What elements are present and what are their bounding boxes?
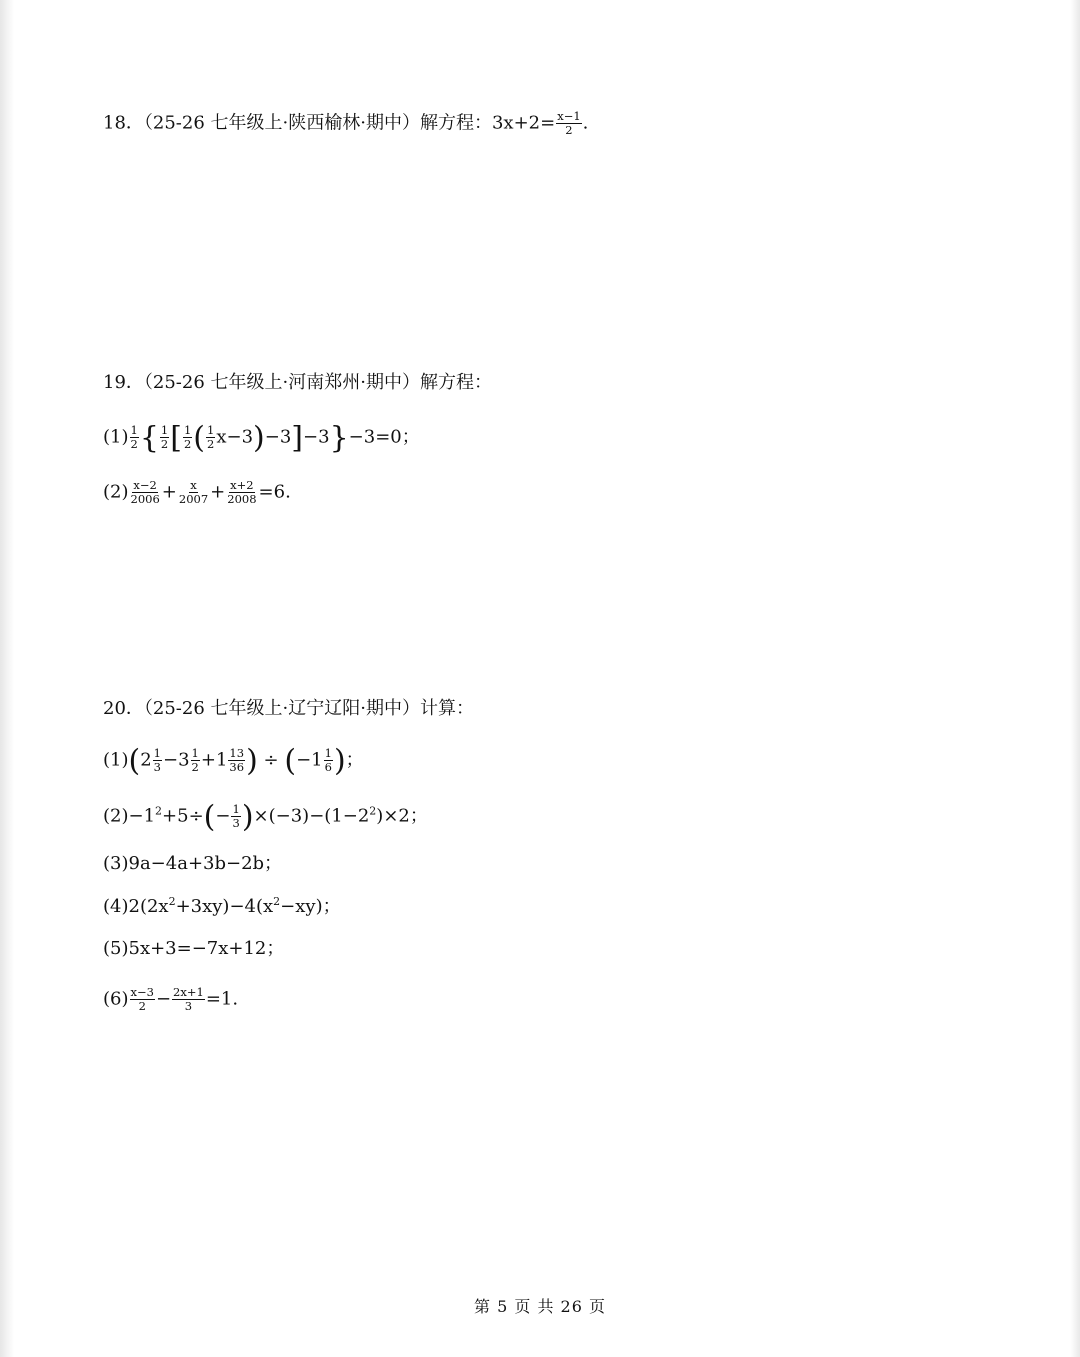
question-instruction: 计算： bbox=[419, 698, 474, 719]
question-20-part-3: (3)9a−4a+3b−2b； bbox=[103, 853, 283, 874]
fraction: $\frac{x-1}{2}$ bbox=[557, 109, 581, 137]
question-20 bbox=[103, 697, 474, 721]
question-20-part-2: $(2)-1^2+5\div(-$ $\frac{1}{3}$ )$\times(-3)-(1-2^2)\times 2$； bbox=[103, 799, 428, 835]
question-19 bbox=[103, 371, 492, 395]
page-shadow-right bbox=[1070, 0, 1080, 1357]
question-source: （25-26 七年级上·辽宁辽阳·期中） bbox=[143, 698, 420, 719]
equation-lhs: 3x+2= bbox=[491, 112, 556, 134]
question-number: 18． bbox=[103, 112, 144, 134]
page-footer: 第 5 页 共 26 页 bbox=[474, 1297, 606, 1316]
question-20-part-4: $(4)2(2x^2+3xy)-4(x^2-xy)$； bbox=[103, 895, 341, 917]
question-number: 20． bbox=[103, 698, 144, 719]
question-instruction: 解方程： bbox=[419, 112, 492, 134]
question-instruction: 解方程： bbox=[419, 372, 492, 393]
question-source: （25-26 七年级上·河南郑州·期中） bbox=[143, 372, 420, 393]
question-20-part-5: (5)5x+3=−7x+12； bbox=[103, 938, 285, 959]
question-number: 19． bbox=[103, 372, 144, 393]
page-shadow-left bbox=[0, 0, 14, 1357]
question-20-part-1: (1)(2 $\frac{1}{3}$ −3 $\frac{1}{2}$ +1 $\frac{13}{36}$ ) ÷ (−1 $\frac{1}{6}$ )； bbox=[103, 743, 364, 779]
question-19-part-1: (1) $\frac{1}{2}$ { $\frac{1}{2}$ [ $\frac{1}{2}$ ( $\frac{1}{2}$ x−3)−3]−3}−3=0； bbox=[103, 420, 420, 456]
question-18: 18．（25-26 七年级上·陕西榆林·期中）解方程：3x+2= $\frac{x-1}{2}$ . bbox=[103, 109, 589, 137]
question-20-part-6: (6) $\frac{x-3}{2}$ − $\frac{2x+1}{3}$ =1. bbox=[103, 985, 239, 1013]
question-19-part-2: (2) $\frac{x-2}{2006}$ + $\frac{x}{2007}$ + $\frac{x+2}{2008}$ =6. bbox=[103, 478, 291, 506]
question-source: （25-26 七年级上·陕西榆林·期中） bbox=[143, 112, 420, 134]
